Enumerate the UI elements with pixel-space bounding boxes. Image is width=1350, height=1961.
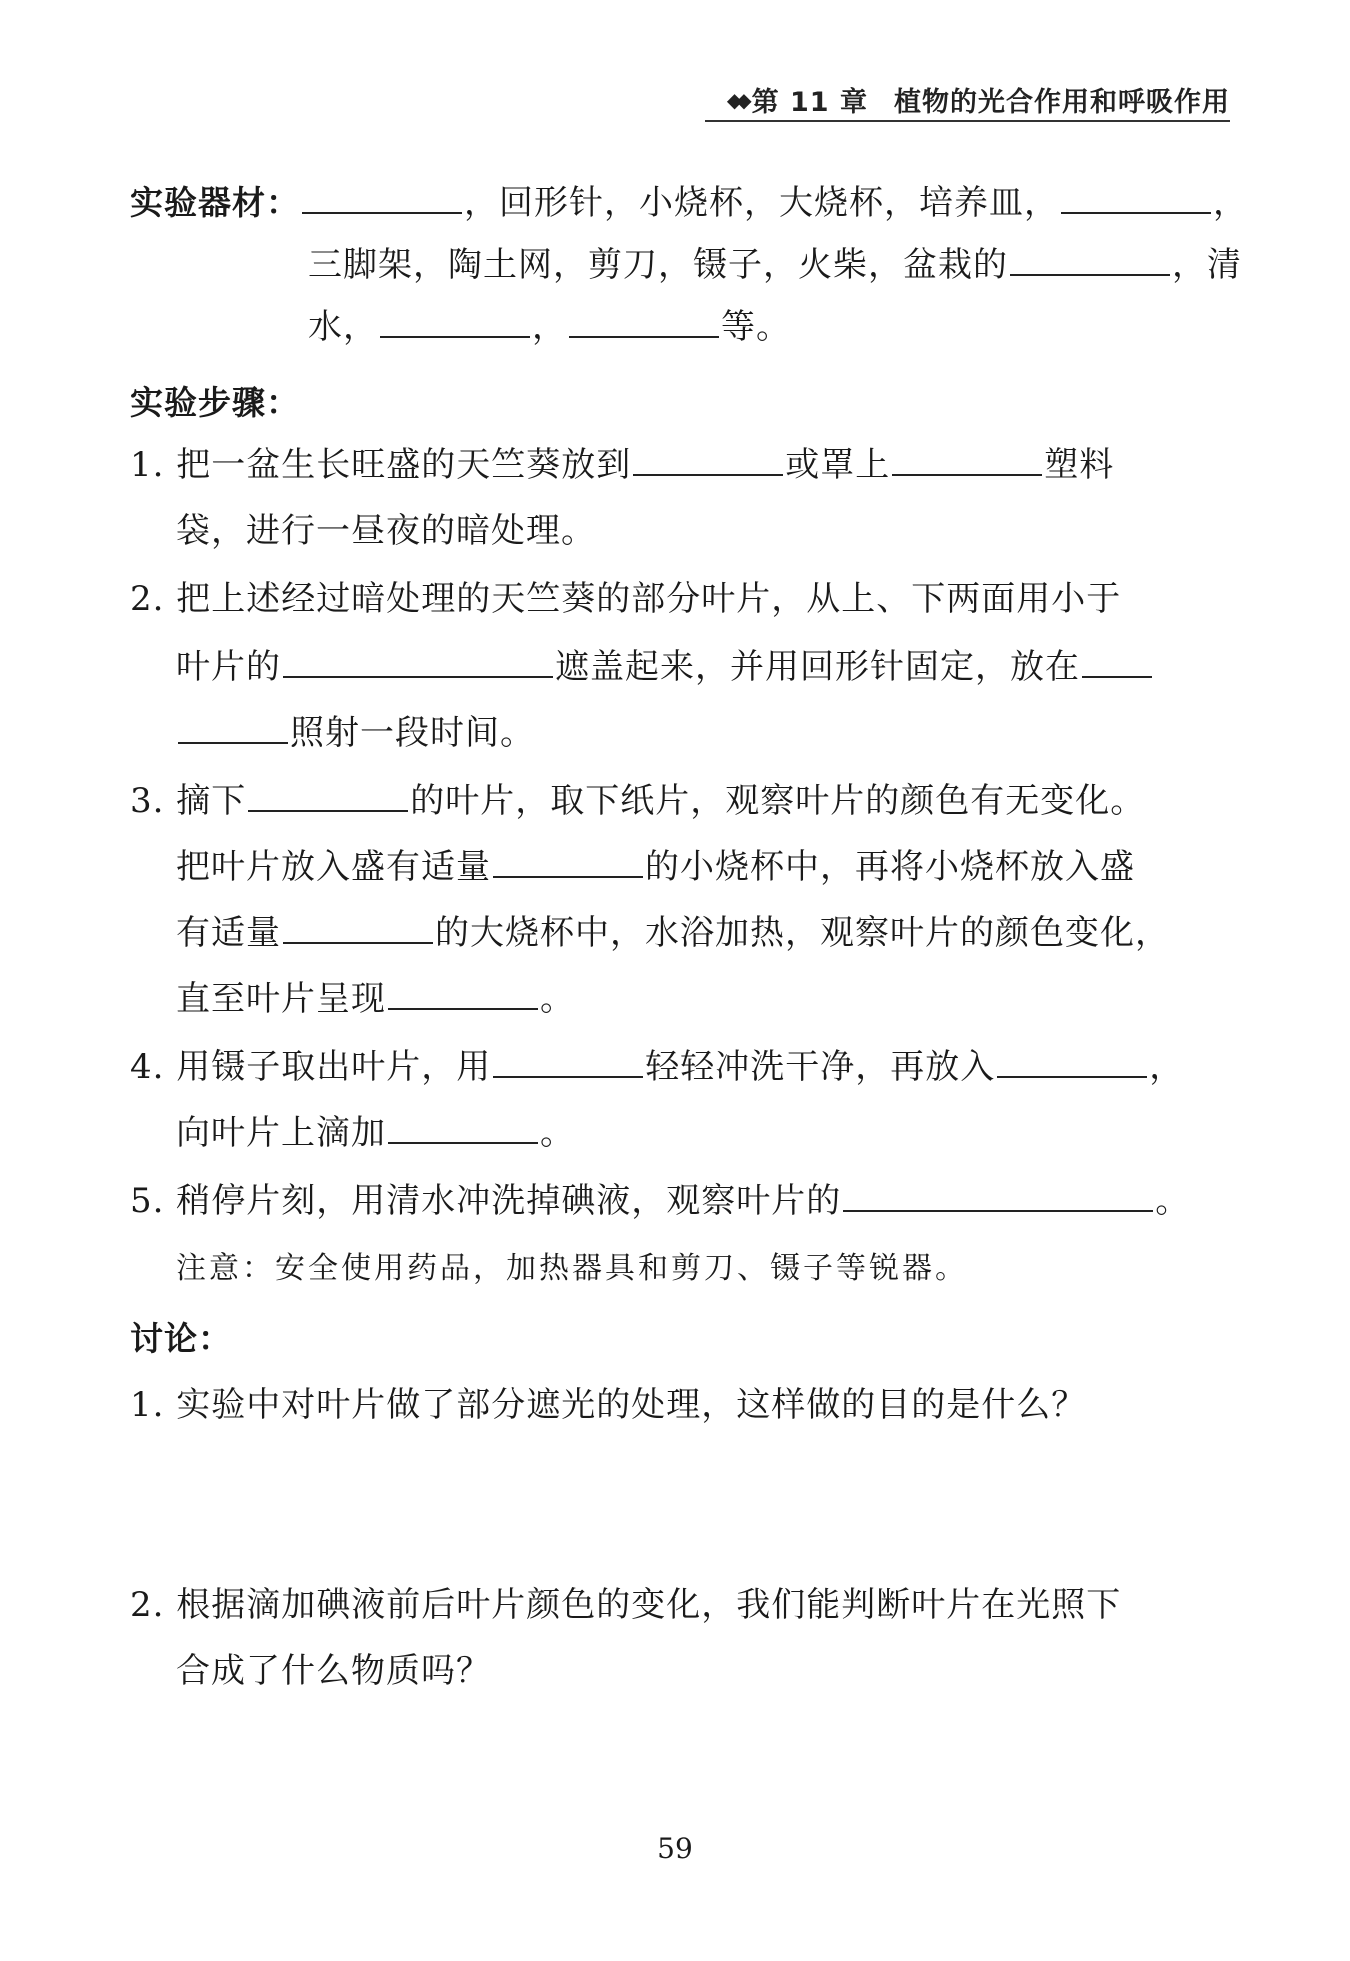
step-text: 轻轻冲洗干净，再放入: [645, 1047, 996, 1087]
step-2-line-3: [176, 708, 535, 758]
step-4-line-1: [130, 1042, 1184, 1092]
step-1-line-2: 袋，进行一昼夜的暗处理。: [176, 511, 596, 551]
step-text: 。: [540, 1113, 575, 1153]
blank[interactable]: [843, 1180, 1153, 1212]
materials-line-2: [308, 240, 1242, 290]
blank[interactable]: [248, 780, 408, 812]
materials-line-3: [308, 302, 791, 352]
question-2-line-2: 合成了什么物质吗？: [176, 1651, 491, 1691]
blank[interactable]: [388, 978, 538, 1010]
question-1: 1. 实验中对叶片做了部分遮光的处理，这样做的目的是什么？: [130, 1385, 1087, 1425]
blank[interactable]: [380, 306, 530, 338]
materials-text: ，: [1213, 183, 1248, 223]
step-1-line-1: [130, 440, 1114, 490]
blank[interactable]: [633, 444, 783, 476]
step-text: 或罩上: [785, 445, 891, 485]
materials-text: 等。: [721, 307, 791, 347]
page-number: 59: [657, 1832, 693, 1865]
blank[interactable]: [493, 846, 643, 878]
blank[interactable]: [283, 912, 433, 944]
materials-line-1: [130, 178, 1248, 228]
step-text: 4. 用镊子取出叶片，用: [130, 1047, 492, 1087]
step-4-line-2: [176, 1108, 575, 1158]
diamond-icon: ◆◆: [726, 87, 746, 112]
blank[interactable]: [1061, 182, 1211, 214]
materials-text: ，: [532, 307, 567, 347]
question-2-line-1: 2. 根据滴加碘液前后叶片颜色的变化，我们能判断叶片在光照下: [130, 1585, 1122, 1625]
step-text: 遮盖起来，并用回形针固定，放在: [555, 647, 1080, 687]
step-text: 有适量: [176, 913, 281, 953]
step-text: ，: [1149, 1047, 1185, 1087]
materials-text: 水，: [308, 307, 378, 347]
discussion-label: 讨论：: [130, 1319, 232, 1358]
step-text: 向叶片上滴加: [176, 1113, 386, 1153]
step-text: 1. 把一盆生长旺盛的天竺葵放到: [130, 445, 632, 485]
step-text: 直至叶片呈现: [176, 979, 386, 1019]
step-text: 5. 稍停片刻，用清水冲洗掉碘液，观察叶片的: [130, 1181, 842, 1221]
steps-label: 实验步骤：: [130, 383, 300, 422]
chapter-header: [705, 80, 1230, 119]
blank[interactable]: [1010, 244, 1170, 276]
blank[interactable]: [569, 306, 719, 338]
step-text: 把叶片放入盛有适量: [176, 847, 491, 887]
blank[interactable]: [388, 1112, 538, 1144]
step-3-line-4: [176, 974, 575, 1024]
step-text: 塑料: [1044, 445, 1115, 485]
header-rule: [705, 120, 1230, 122]
step-text: 3. 摘下: [130, 781, 247, 821]
chapter-number: 第 11 章: [751, 87, 868, 118]
step-text: 照射一段时间。: [290, 713, 535, 753]
blank[interactable]: [283, 646, 553, 678]
materials-text: ，回形针，小烧杯，大烧杯，培养皿，: [464, 183, 1059, 223]
step-2-line-2: [176, 642, 1154, 692]
step-2-line-1: 2. 把上述经过暗处理的天竺葵的部分叶片，从上、下两面用小于: [130, 579, 1122, 619]
safety-note: 注意：安全使用药品，加热器具和剪刀、镊子等锐器。: [176, 1251, 968, 1286]
materials-text: 三脚架，陶土网，剪刀，镊子，火柴，盆栽的: [308, 245, 1008, 285]
step-text: 的叶片，取下纸片，观察叶片的颜色有无变化。: [410, 781, 1146, 821]
blank[interactable]: [302, 182, 462, 214]
materials-label: 实验器材：: [130, 183, 300, 222]
step-text: 的小烧杯中，再将小烧杯放入盛: [645, 847, 1135, 887]
step-text: 叶片的: [176, 647, 281, 687]
chapter-title: 植物的光合作用和呼吸作用: [894, 87, 1230, 118]
step-text: 。: [1155, 1181, 1191, 1221]
blank[interactable]: [178, 712, 288, 744]
step-3-line-2: [176, 842, 1135, 892]
step-text: 。: [540, 979, 575, 1019]
step-text: 的大烧杯中，水浴加热，观察叶片的颜色变化，: [435, 913, 1170, 953]
blank[interactable]: [493, 1046, 643, 1078]
blank[interactable]: [997, 1046, 1147, 1078]
materials-text: ，清: [1172, 245, 1242, 285]
blank[interactable]: [892, 444, 1042, 476]
step-3-line-3: [176, 908, 1170, 958]
blank[interactable]: [1082, 646, 1152, 678]
step-5-line-1: [130, 1176, 1190, 1226]
step-3-line-1: [130, 776, 1145, 826]
